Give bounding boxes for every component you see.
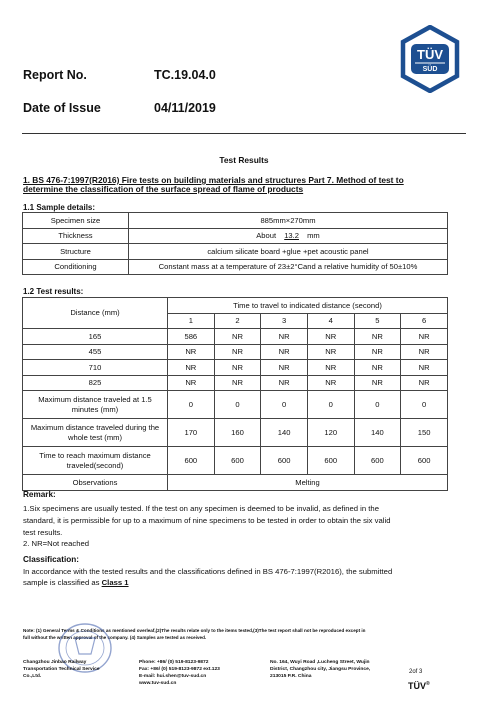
table-cell: 586 [168,329,215,345]
note-line: full without the written approval of the company. (4) Samples are tested as received. [23,635,207,640]
table-row [23,244,448,260]
table-cell: NR [401,360,448,376]
footer-brand [408,681,430,691]
table-cell: NR [354,329,401,345]
test-results-subheading: 1.2 Test results: [23,287,84,296]
test-results-heading: Test Results [219,155,269,165]
table-cell: NR [214,344,261,360]
sample-label: Structure [23,244,129,260]
company-line: Co.,Ltd. [23,674,42,679]
table-cell: NR [307,360,354,376]
table-cell: NR [261,360,308,376]
classification-line [23,577,129,588]
classification-prefix: sample is classified as [23,578,102,587]
table-cell: NR [401,344,448,360]
date-of-issue-value: 04/11/2019 [154,101,216,115]
table-row [23,329,448,345]
standard-title-line1: 1. BS 476-7:1997(R2016) Fire tests on building materials and structures Part 7. Method of test to [23,175,404,185]
table-row [23,375,448,391]
address-line: District, Changzhou city, Jiangsu Province, [270,667,371,672]
table-cell: 0 [307,391,354,419]
header-divider [22,133,466,134]
table-cell: 600 [261,447,308,475]
table-cell: 600 [354,447,401,475]
table-cell: NR [307,329,354,345]
table-cell: NR [354,375,401,391]
table-row [23,419,448,447]
sample-value: calcium silicate board +glue +pet acoustic panel [129,244,448,260]
classification-heading: Classification: [23,555,79,564]
table-row [23,213,448,229]
column-header: 1 [168,313,215,329]
table-cell: NR [168,375,215,391]
table-cell: NR [307,344,354,360]
column-header: 5 [354,313,401,329]
table-cell: NR [168,360,215,376]
table-row [23,447,448,475]
sample-value: Constant mass at a temperature of 23±2°Cand a relative humidity of 50±10% [129,259,448,275]
table-cell: NR [401,375,448,391]
classification-line: In accordance with the tested results and the classifications defined in BS 476-7:1997(R2016), the submitted [23,567,393,576]
table-cell: NR [214,375,261,391]
sample-label: Conditioning [23,259,129,275]
table-cell: NR [354,360,401,376]
logo-bottom-text: SÜD [422,66,438,73]
table-row [23,228,448,244]
column-header: 2 [214,313,261,329]
table-cell: 0 [401,391,448,419]
observations-value: Melting [168,475,448,491]
table-row [23,391,448,419]
table-cell: 600 [214,447,261,475]
email-link[interactable]: E-mail: hui.shen@tuv-sud.cn [139,674,207,679]
table-cell: 170 [168,419,215,447]
table-cell: NR [261,344,308,360]
table-row [23,259,448,275]
thickness-suffix: mm [307,231,320,241]
table-cell: 600 [401,447,448,475]
company-line: Changzhou Jinbao Railway [23,660,87,665]
address-line: No. 164, Wuyi Road ,Lucheng Street, Wujin [270,660,370,665]
table-cell: 0 [214,391,261,419]
table-cell: 600 [307,447,354,475]
table-cell: NR [261,375,308,391]
observations-label: Observations [23,475,168,491]
table-cell: 0 [261,391,308,419]
column-header: 3 [261,313,308,329]
phone-text: Phone: +86/ (0) 519-8123-9872 [139,660,209,665]
sample-details-heading: 1.1 Sample details: [23,203,96,212]
registered-mark-icon: ® [426,681,430,687]
thickness-number: 13.2 [284,231,299,241]
classification-class: Class 1 [101,578,129,587]
time-group-header: Time to travel to indicated distance (second) [168,298,448,314]
remark-line: 2. NR=Not reached [23,539,90,548]
sample-label: Thickness [23,228,129,244]
table-cell: 0 [168,391,215,419]
distance-header: Distance (mm) [23,298,168,329]
date-of-issue-label: Date of Issue [23,101,101,115]
remark-line: standard, it is permissible for up to a maximum of nine specimens to be tested in order to obtain the six valid [23,516,391,525]
table-cell: 160 [214,419,261,447]
table-row [23,475,448,491]
fax-text: Fax: +86/ (0) 519-8123-9872 ext.123 [139,667,220,672]
sample-value: 885mm×270mm [129,213,448,229]
remark-heading: Remark: [23,490,56,499]
website-link[interactable]: www.tuv-sud.cn [139,681,177,686]
table-cell: 0 [354,391,401,419]
table-header-row [23,298,448,314]
remark-line: 1.Six specimens are usually tested. If the test on any specimen is deemed to be invalid, as defined in the [23,504,379,513]
logo-top-text: TÜV [417,47,443,62]
column-header: 6 [401,313,448,329]
remark-line: test results. [23,528,63,537]
company-line: Transportation Technical Service [23,667,100,672]
row-label: 825 [23,375,168,391]
address-line: 213015 P.R. China [270,674,312,679]
table-cell: NR [168,344,215,360]
tuv-sud-logo [398,25,462,93]
sample-details-table [22,212,448,275]
report-no-label: Report No. [23,68,87,82]
table-cell: 120 [307,419,354,447]
table-row [23,344,448,360]
table-cell: NR [214,329,261,345]
table-cell: 150 [401,419,448,447]
table-cell: 600 [168,447,215,475]
note-line: Note: (1) General Terms & Conditions as mentioned overleaf,(2)The results relate only to the items tested,(3)The test report shall not be reproduced except in [23,628,366,633]
table-cell: NR [261,329,308,345]
table-cell: 140 [261,419,308,447]
row-label: Maximum distance traveled during the whole test (mm) [23,419,168,447]
column-header: 4 [307,313,354,329]
report-no-value: TC.19.04.0 [154,68,216,82]
row-label: 455 [23,344,168,360]
sample-value [129,228,448,244]
table-cell: NR [307,375,354,391]
table-cell: 140 [354,419,401,447]
row-label: Maximum distance traveled at 1.5 minutes (mm) [23,391,168,419]
row-label: Time to reach maximum distance traveled(second) [23,447,168,475]
footer-brand-text: TÜV [408,681,426,691]
row-label: 165 [23,329,168,345]
table-row [23,360,448,376]
row-label: 710 [23,360,168,376]
test-results-table [22,297,448,491]
sample-label: Specimen size [23,213,129,229]
table-cell: NR [214,360,261,376]
table-cell: NR [401,329,448,345]
thickness-prefix: About [256,231,277,241]
table-cell: NR [354,344,401,360]
standard-title-line2: determine the classification of the surface spread of flame of products [23,184,304,194]
page-number: 2of 3 [409,669,423,675]
